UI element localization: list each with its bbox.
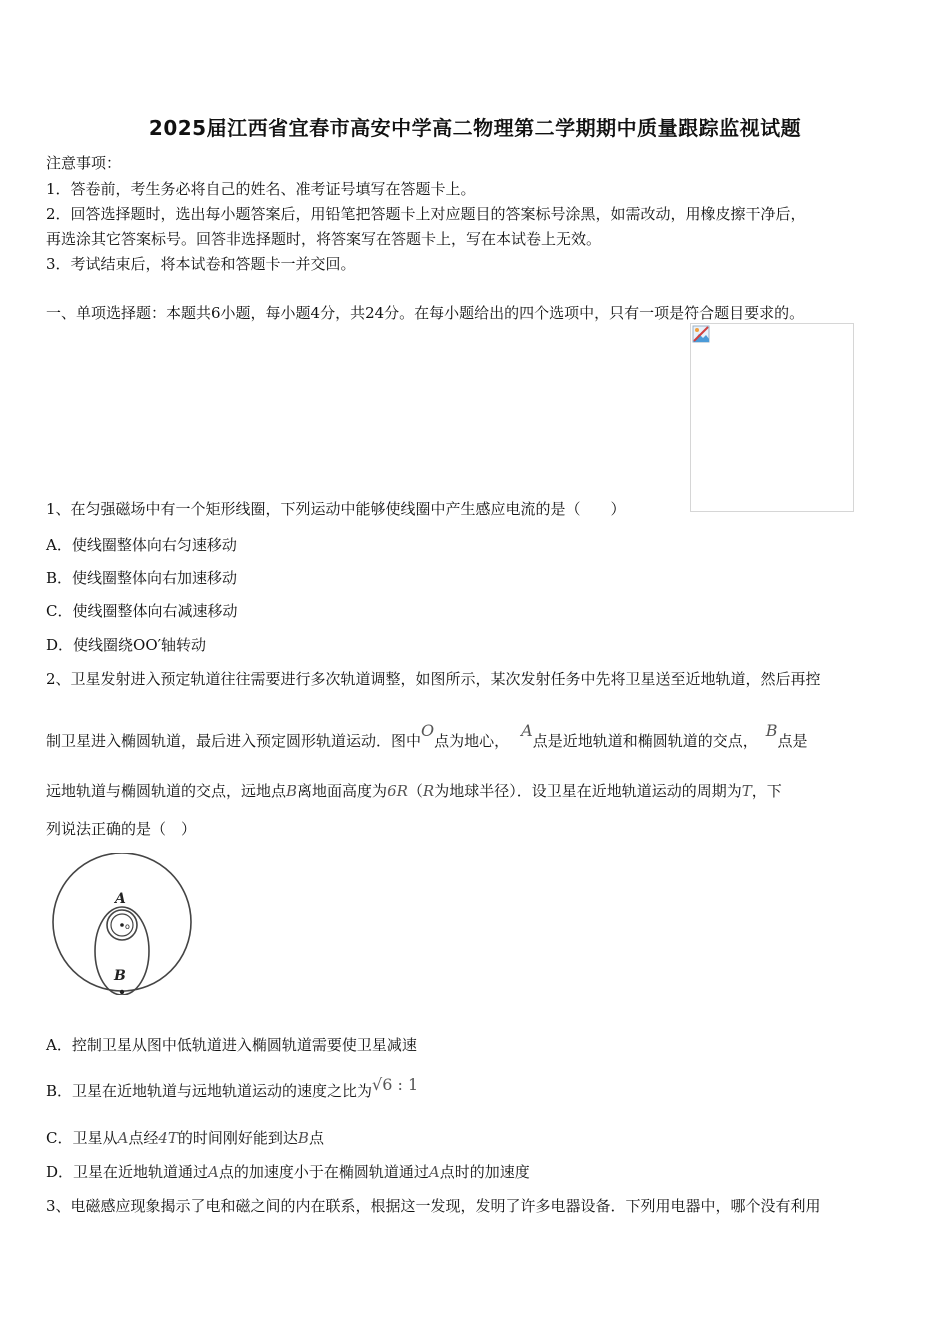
var-4t: 4T [158, 1129, 178, 1147]
coil-figure-placeholder [690, 323, 854, 512]
var-a: A [428, 1163, 440, 1181]
q2-option-b [46, 1075, 419, 1101]
q2-option-a: A．控制卫星从图中低轨道进入椭圆轨道需要使卫星减速 [46, 1036, 417, 1054]
q1-stem: 1、在匀强磁场中有一个矩形线圈，下列运动中能够使线圈中产生感应电流的是（ ） [46, 500, 626, 518]
var-b: B [297, 1129, 309, 1147]
q3-stem-line-1: 3、电磁感应现象揭示了电和磁之间的内在联系，根据这一发现，发明了许多电器设备．下列用电器中，哪个没有利用 [46, 1197, 821, 1215]
q2-option-c [46, 1127, 324, 1148]
label-b: B [114, 968, 126, 984]
text-run: ，下 [751, 782, 782, 800]
var-a: A [521, 721, 533, 740]
text-run: D．卫星在近地轨道通过 [46, 1163, 209, 1181]
text-run: 制卫星进入椭圆轨道，最后进入预定圆形轨道运动．图中 [46, 732, 422, 750]
var-a: A [208, 1163, 219, 1181]
notice-item-2-cont: 再选涂其它答案标号。回答非选择题时，将答案写在答题卡上，写在本试卷上无效。 [46, 230, 602, 248]
q2-option-d [46, 1161, 530, 1182]
page-title: 2025届江西省宜春市高安中学高二物理第二学期期中质量跟踪监视试题 [148, 116, 802, 140]
var-r: R [422, 782, 435, 800]
var-b: B [765, 721, 778, 740]
label-a: A [115, 891, 126, 907]
text-run: 点的加速度小于在椭圆轨道通过 [218, 1163, 429, 1181]
text-run: C．卫星从 [46, 1129, 118, 1147]
text-run: 点经 [128, 1129, 159, 1147]
q1-option-d: D．使线圈绕OO′轴转动 [46, 636, 207, 654]
var-o: O [421, 721, 435, 740]
notice-item-3: 3．考试结束后，将本试卷和答题卡一并交回。 [46, 255, 356, 273]
text-run: 点时的加速度 [439, 1163, 530, 1181]
text-run: 的时间刚好能到达 [177, 1129, 298, 1147]
text-run: B．卫星在近地轨道与远地轨道运动的速度之比为 [46, 1082, 373, 1100]
q2-stem-line-1: 2、卫星发射进入预定轨道往往需要进行多次轨道调整，如图所示，某次发射任务中先将卫星送至近地轨道，然后再控 [46, 670, 821, 688]
text-run: 点 [308, 1129, 324, 1147]
q1-option-a: A．使线圈整体向右匀速移动 [46, 536, 237, 554]
text-run: 点是近地轨道和椭圆轨道的交点， [532, 732, 758, 750]
var-t: T [741, 782, 752, 800]
var-b: B [286, 782, 298, 800]
center-point [120, 923, 124, 927]
var-a: A [117, 1129, 129, 1147]
ratio-sqrt6-1: √6 : 1 [372, 1075, 419, 1094]
text-run: 为地球半径）．设卫星在近地轨道运动的周期为 [434, 782, 742, 800]
q2-stem-line-4: 列说法正确的是（ ） [46, 820, 197, 838]
q2-stem-line-3 [46, 780, 782, 801]
text-run: 离地面高度为 [297, 782, 388, 800]
label-o: o [125, 922, 130, 931]
orbit-figure [50, 853, 194, 995]
text-run: （ [407, 782, 423, 800]
q2-stem-line-2 [46, 721, 808, 751]
text-run: 点为地心， [434, 732, 510, 750]
q1-option-b: B．使线圈整体向右加速移动 [46, 569, 238, 587]
text-run: 点是 [777, 732, 808, 750]
notice-item-2: 2．回答选择题时，选出每小题答案后，用铅笔把答题卡上对应题目的答案标号涂黑，如需改动，用橡皮擦干净后， [46, 205, 806, 223]
point-b-marker [120, 990, 124, 994]
text-run: 远地轨道与椭圆轨道的交点，远地点 [46, 782, 287, 800]
q1-option-c: C．使线圈整体向右减速移动 [46, 602, 238, 620]
notice-heading: 注意事项： [46, 154, 122, 172]
var-6r: 6R [387, 782, 408, 800]
section-1-heading: 一、单项选择题：本题共6小题，每小题4分，共24分。在每小题给出的四个选项中，只有一项是符合题目要求的。 [46, 304, 805, 322]
notice-item-1: 1．答卷前，考生务必将自己的姓名、准考证号填写在答题卡上。 [46, 180, 476, 198]
broken-image-icon [692, 325, 710, 343]
